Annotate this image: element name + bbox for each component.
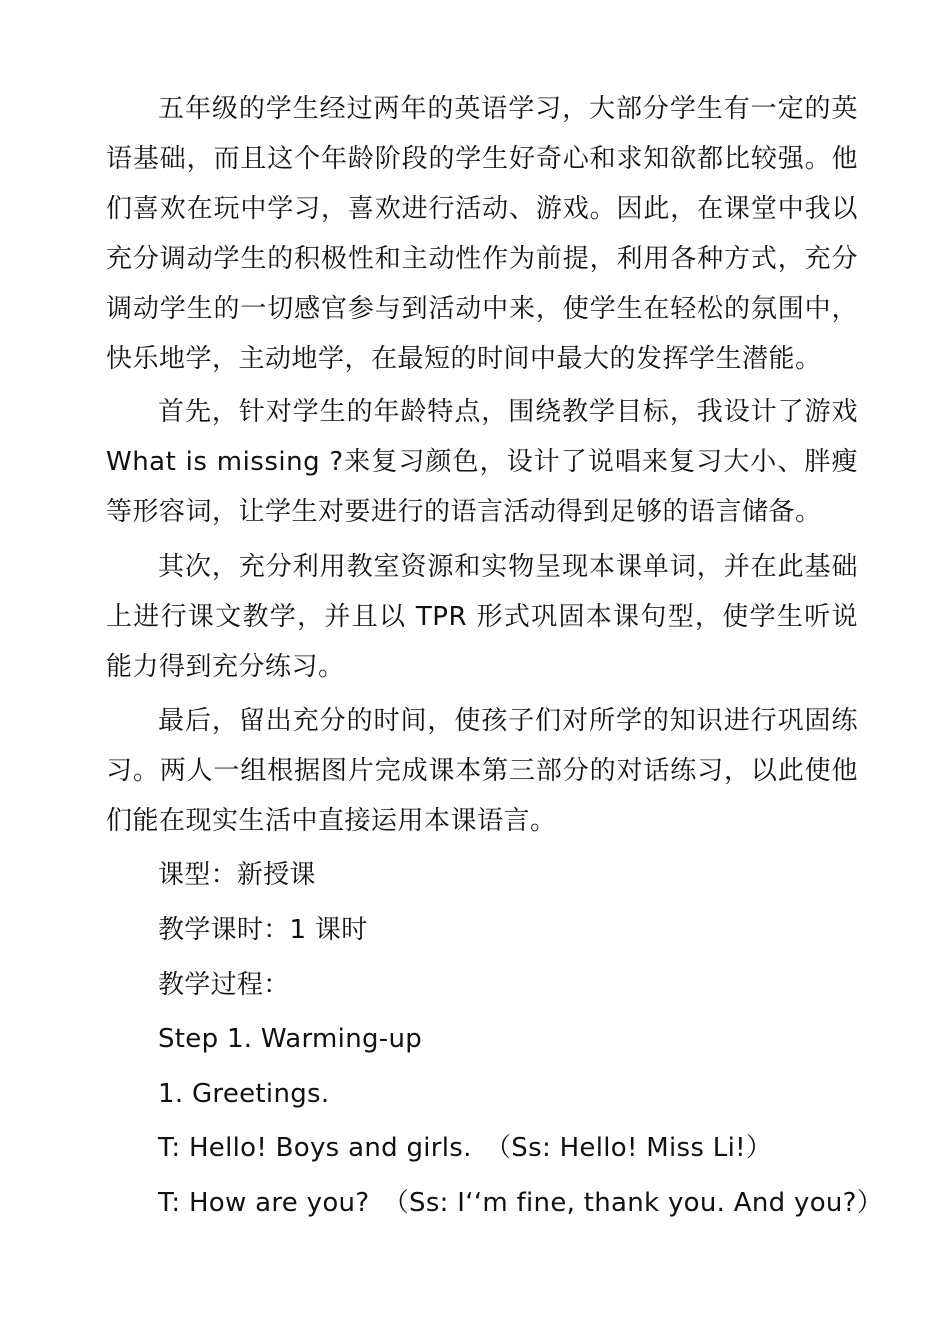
class-hours: 教学课时：1 课时 [158, 915, 368, 945]
paragraph-student-analysis: 五年级的学生经过两年的英语学习，大部分学生有一定的英语基础，而且这个年龄阶段的学生好奇心和求知欲都比较强。他们喜欢在玩中学习，喜欢进行活动、游戏。因此，在课堂中我以充分调动学生的积极性和主动性作为前提，利用各种方式，充分调动学生的一切感官参与到活动中来，使学生在轻松的氛围中，快乐地学，主动地学，在最短的时间中最大的发挥学生潜能。 [106, 94, 858, 374]
dialogue-line: T: How are you? （Ss: I‘‘m fine, thank you. And you?） [158, 1188, 884, 1218]
process-heading: 教学过程： [158, 970, 290, 1000]
paragraph-final-step: 最后，留出充分的时间，使孩子们对所学的知识进行巩固练习。两人一组根据图片完成课本第三部分的对话练习，以此使他们能在现实生活中直接运用本课语言。 [106, 706, 858, 836]
dialogue-line: T: Hello! Boys and girls. （Ss: Hello! Miss Li!） [158, 1133, 773, 1163]
paragraph-first-step: 首先，针对学生的年龄特点，围绕教学目标，我设计了游戏What is missing ?来复习颜色，设计了说唱来复习大小、胖瘦等形容词，让学生对要进行的语言活动得到足够的语言储备。 [106, 397, 858, 527]
greetings-item: 1. Greetings. [158, 1079, 330, 1109]
step-heading: Step 1. Warming-up [158, 1024, 423, 1054]
lesson-type: 课型：新授课 [158, 860, 316, 890]
paragraph-second-step: 其次，充分利用教室资源和实物呈现本课单词，并在此基础上进行课文教学，并且以 TPR 形式巩固本课句型，使学生听说能力得到充分练习。 [106, 552, 858, 682]
